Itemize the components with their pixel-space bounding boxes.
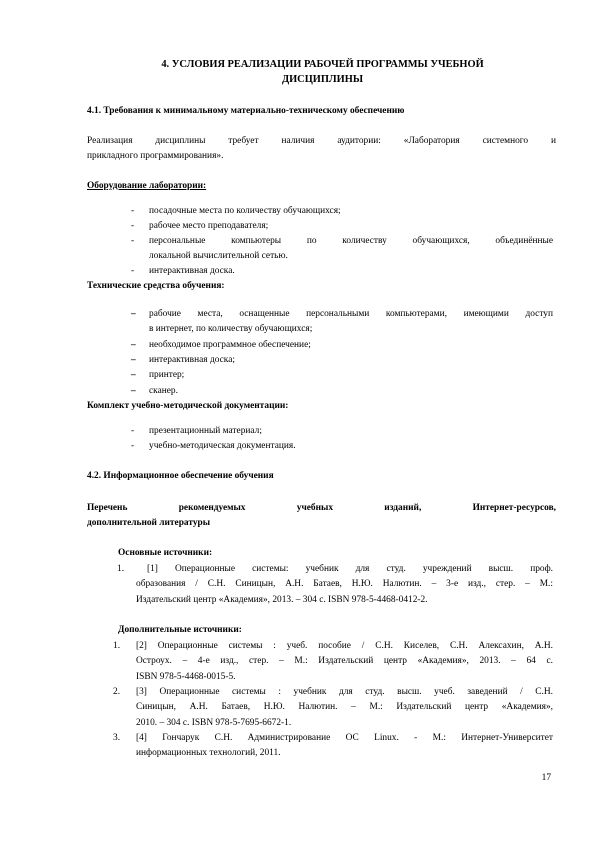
list-item: рабочие места, оснащенные персональными компьютерами, имеющими доступ — [149, 309, 553, 319]
bullet: – — [131, 386, 136, 396]
list-item: сканер. — [149, 386, 178, 396]
list-number: 1. — [117, 564, 125, 574]
page-number: 17 — [541, 773, 551, 783]
reference-line: образования / С.Н. Синицын, А.Н. Батаев, Н.Ю. Налютин. – 3-е изд., стер. – М.: — [136, 579, 553, 589]
subsection-4-1-title: 4.1. Требования к минимальному материально-техническому обеспечению — [87, 106, 405, 116]
bullet: - — [131, 441, 135, 451]
equipment-label: Оборудование лаборатории: — [87, 181, 207, 191]
bullet: – — [131, 340, 136, 350]
reference-line: 2010. – 304 с. ISBN 978-5-7695-6672-1. — [136, 718, 292, 728]
paragraph-line: Реализация дисциплины требует наличия аудитории: «Лаборатория системного и — [87, 136, 556, 146]
list-item: интерактивная доска; — [149, 355, 235, 365]
list-item: персональные компьютеры по количеству обучающихся, объединённые — [149, 236, 553, 246]
list-item: интерактивная доска. — [149, 266, 235, 276]
bullet: - — [131, 236, 135, 246]
bullet: - — [131, 426, 135, 436]
paragraph-line: прикладного программирования». — [87, 151, 224, 161]
reference-line: Издательский центр «Академия», 2013. – 304 с. ISBN 978-5-4468-0412-2. — [136, 595, 428, 605]
list-item-continued: в интернет, по количеству обучающихся; — [149, 324, 313, 334]
reference-line: [2] Операционные системы : учеб. пособие / С.Н. Киселев, С.Н. Алексахин, А.Н. — [136, 641, 553, 651]
reference-line: Остроух. – 4-е изд., стер. – М.: Издательский центр «Академия», 2013. – 64 с. — [136, 656, 553, 666]
list-item: учебно-методическая документация. — [149, 441, 296, 451]
kit-label: Комплект учебно-методической документации: — [87, 401, 289, 411]
bullet: – — [131, 355, 136, 365]
list-number: 3. — [113, 733, 121, 743]
bullet: – — [131, 309, 136, 319]
list-number: 2. — [113, 687, 121, 697]
bullet: - — [131, 266, 135, 276]
list-item: рабочее место преподавателя; — [149, 221, 269, 231]
reference-line: [1] Операционные системы: учебник для студ. учреждений высш. проф. — [147, 564, 553, 574]
list-item-continued: локальной вычислительной сетью. — [149, 251, 288, 261]
tech-label: Технические средства обучения: — [87, 281, 225, 291]
bullet: – — [131, 370, 136, 380]
list-item: принтер; — [149, 370, 185, 380]
subsection-4-2-title: 4.2. Информационное обеспечение обучения — [87, 471, 274, 481]
bullet: - — [131, 206, 135, 216]
literature-list-heading: Перечень рекомендуемых учебных изданий, Интернет-ресурсов, — [87, 503, 556, 513]
list-item: посадочные места по количеству обучающихся; — [149, 206, 341, 216]
reference-line: Синицын, А.Н. Батаев, Н.Ю. Налютин. – М.: Издательский центр «Академия», — [136, 702, 553, 712]
reference-line: ISBN 978-5-4468-0015-5. — [136, 672, 236, 682]
main-sources-label: Основные источники: — [118, 548, 213, 558]
literature-list-heading: дополнительной литературы — [87, 518, 211, 528]
bullet: - — [131, 221, 135, 231]
reference-line: [3] Операционные системы : учебник для студ. высш. учеб. заведений / С.Н. — [136, 687, 553, 697]
section-heading: 4. УСЛОВИЯ РЕАЛИЗАЦИИ РАБОЧЕЙ ПРОГРАММЫ УЧЕБНОЙ ДИСЦИПЛИНЫ — [161, 59, 484, 85]
list-item: презентационный материал; — [149, 426, 262, 436]
list-number: 1. — [113, 641, 121, 651]
extra-sources-label: Дополнительные источники: — [118, 625, 242, 635]
reference-line: информационных технологий, 2011. — [136, 748, 281, 758]
reference-line: [4] Гончарук С.Н. Администрирование ОС Linux. - М.: Интернет-Университет — [136, 733, 553, 743]
list-item: необходимое программное обеспечение; — [149, 340, 311, 350]
